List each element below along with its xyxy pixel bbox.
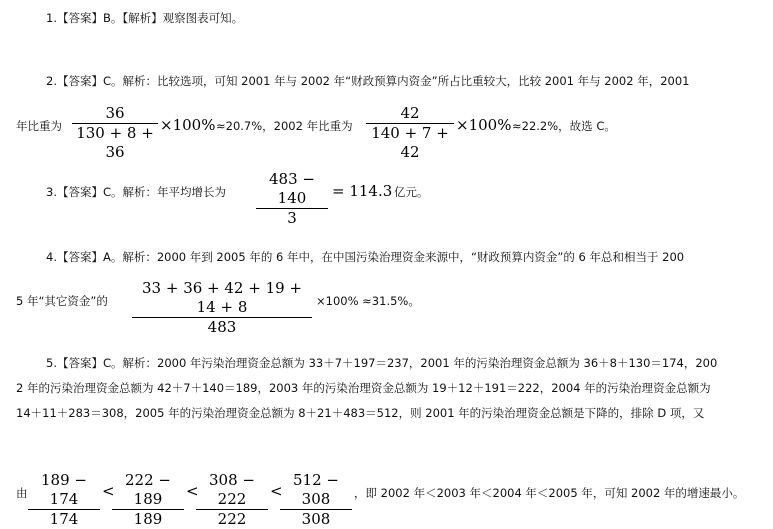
q5-frac-denominator: 174 (49, 510, 79, 528)
q4-denominator: 483 (207, 318, 237, 336)
q4-prefix: 5 年“其它资金”的 (16, 294, 108, 308)
less-than-sign: < (270, 482, 283, 500)
q5-fraction-2002 (28, 471, 100, 529)
q2-prefix: 年比重为 (16, 119, 62, 133)
q5-frac-denominator: 308 (301, 510, 331, 528)
q3-denominator: 3 (287, 209, 297, 227)
q2-frac1-denominator: 130 + 8 + 36 (76, 124, 154, 161)
q1-text: 1.【答案】B。【解析】观察图表可知。 (46, 11, 244, 25)
q5-line2: 2 年的污染治理资金总额为 42＋7＋140＝189，2003 年的污染治理资金总额为 19＋12＋191＝222，2004 年的污染治理资金总额为 (16, 381, 711, 395)
q4-result: ×100% ≈31.5%。 (316, 294, 420, 308)
q2-frac2-denominator: 140 + 7 + 42 (371, 124, 449, 161)
less-than-sign: < (186, 482, 199, 500)
q4-fraction (132, 279, 312, 337)
q5-frac-numerator: 189 − 174 (41, 471, 87, 508)
q5-suffix: ，即 2002 年＜2003 年＜2004 年＜2005 年，可知 2002 年的增速最小。 (354, 486, 745, 500)
q5-frac-numerator: 512 − 308 (293, 471, 339, 508)
q5-frac-numerator: 222 − 189 (125, 471, 171, 508)
q3-unit: 亿元。 (394, 185, 429, 199)
q3-fraction (256, 170, 328, 228)
q4-numerator: 33 + 36 + 42 + 19 + 14 + 8 (142, 279, 302, 316)
q5-line3: 14＋11＋283＝308，2005 年的污染治理资金总额为 8＋21＋483＝512，则 2001 年的污染治理资金总额是下降的，排除 D 项，又 (16, 406, 705, 420)
q2-times1: ×100% (160, 116, 216, 134)
less-than-sign: < (102, 482, 115, 500)
q2-times2: ×100% (456, 116, 512, 134)
q5-frac-denominator: 189 (133, 510, 163, 528)
q4-line1: 4.【答案】A。解析：2000 年到 2005 年的 6 年中，在中国污染治理资金来源中，“财政预算内资金”的 6 年总和相当于 200 (46, 250, 685, 264)
q2-result2: ≈22.2%，故选 C。 (512, 119, 616, 133)
q3-numerator: 483 − 140 (269, 170, 315, 207)
q2-fraction-2001 (72, 104, 158, 162)
q5-fraction-2005 (280, 471, 352, 529)
q2-line1: 2.【答案】C。解析：比较选项，可知 2001 年与 2002 年“财政预算内资金”所占比重较大，比较 2001 年与 2002 年，2001 (46, 74, 690, 88)
q2-frac2-numerator: 42 (400, 104, 420, 122)
q5-prefix: 由 (16, 486, 28, 500)
q2-frac1-numerator: 36 (105, 104, 125, 122)
q5-line1: 5.【答案】C。解析：2000 年污染治理资金总额为 33＋7＋197＝237，2001 年的污染治理资金总额为 36＋8＋130＝174，200 (46, 356, 718, 370)
q5-frac-numerator: 308 − 222 (209, 471, 255, 508)
q3-prefix: 3.【答案】C。解析：年平均增长为 (46, 185, 227, 199)
q5-fraction-2004 (196, 471, 268, 529)
q5-fraction-2003 (112, 471, 184, 529)
q2-result1: ≈20.7%，2002 年比重为 (216, 119, 353, 133)
q3-result: = 114.3 (332, 182, 393, 200)
q2-fraction-2002 (366, 104, 454, 162)
q5-frac-denominator: 222 (217, 510, 247, 528)
